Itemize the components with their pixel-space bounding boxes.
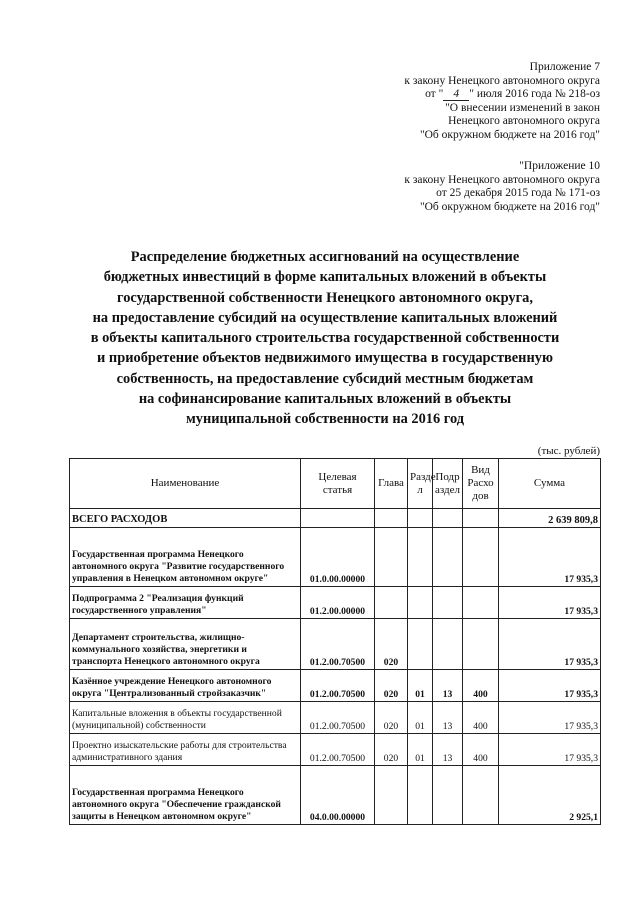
row-target: 01.0.00.00000 [301,528,375,587]
row-target: 01.2.00.70500 [301,702,375,734]
appendix-7-line5: Ненецкого автономного округа [448,115,600,128]
row-type: 400 [463,702,499,734]
row-type: 400 [463,670,499,702]
title-line: на софинансирование капитальных вложений в объекты [138,391,512,408]
appendix-7-line2: к закону Ненецкого автономного округа [404,74,600,87]
title-line: Распределение бюджетных ассигнований на осуществление [130,249,520,265]
row-type [463,509,499,528]
row-subsection: 13 [433,734,463,766]
title-line: бюджетных инвестиций в форме капитальных вложений в объекты [103,269,547,286]
row-subsection [433,766,463,825]
table-row [70,509,601,528]
table-header-row [70,459,601,509]
table-row [70,587,601,619]
row-subsection: 13 [433,702,463,734]
row-name: Департамент строительства, жилищно-коммунального хозяйства, энергетики и транспорта Ненецкого автономного округа [70,619,301,670]
row-name: Проектно изыскательские работы для строительства административного здания [70,734,301,766]
row-chapter [375,587,408,619]
row-name: Казённое учреждение Ненецкого автономного округа "Централизованный стройзаказчик" [70,670,301,702]
row-section [408,766,433,825]
header-target-article: Целевая статья [301,459,375,509]
table-row [70,766,601,825]
row-target: 01.2.00.00000 [301,587,375,619]
row-chapter: 020 [375,619,408,670]
title-line: государственной собственности Ненецкого автономного округа, [117,289,533,306]
appendix-10-line4: "Об окружном бюджете на 2016 год" [419,200,600,213]
row-type [463,766,499,825]
appendix-10-line2: к закону Ненецкого автономного округа [404,173,600,186]
appendix-7-line4: "О внесении изменений в закон [445,101,600,114]
row-amount: 17 935,3 [499,528,601,587]
row-name: Подпрограмма 2 "Реализация функций государственного управления" [70,587,301,619]
row-name: Государственная программа Ненецкого автономного округа "Обеспечение гражданской защиты в Ненецком автономном округе" [70,766,301,825]
row-section: 01 [408,702,433,734]
table-row [70,619,601,670]
row-type [463,619,499,670]
row-subsection [433,528,463,587]
row-amount: 2 925,1 [499,766,601,825]
row-section: 01 [408,670,433,702]
row-type [463,528,499,587]
row-section [408,509,433,528]
row-chapter: 020 [375,702,408,734]
row-target: 04.0.00.00000 [301,766,375,825]
appendix-10-line1: "Приложение 10 [519,160,600,172]
header-expense-type: Вид Расхо дов [463,459,499,509]
row-name: ВСЕГО РАСХОДОВ [70,509,301,528]
row-type: 400 [463,734,499,766]
row-amount: 17 935,3 [499,619,601,670]
appendix-7-date-suffix: " июля 2016 года № 218-оз [469,88,600,101]
row-type [463,587,499,619]
row-name: Государственная программа Ненецкого автономного округа "Развитие государственного управления в Ненецком автономном округе" [70,528,301,587]
header-section: Разде л [408,459,433,509]
row-chapter [375,528,408,587]
table-row [70,734,601,766]
title-line: и приобретение объектов недвижимого имущества в государственную [97,350,553,367]
appendix-7-date-day: 4 [443,89,469,101]
appendix-7-date-prefix: от " [425,88,444,101]
row-chapter: 020 [375,670,408,702]
row-section [408,587,433,619]
row-target: 01.2.00.70500 [301,670,375,702]
table-row [70,702,601,734]
title-line: собственность, на предоставление субсидий местным бюджетам [116,370,534,387]
row-chapter: 020 [375,734,408,766]
header-subsection: Подр аздел [433,459,463,509]
row-target: 01.2.00.70500 [301,619,375,670]
table-row [70,528,601,587]
appendix-10-header [404,160,600,214]
row-subsection [433,509,463,528]
appendix-7-line1: Приложение 7 [529,61,600,73]
document-title [60,247,590,430]
row-amount: 17 935,3 [499,670,601,702]
row-amount: 17 935,3 [499,587,601,619]
header-name: Наименование [70,459,301,509]
row-subsection [433,587,463,619]
appendix-7-date-line [404,88,600,102]
units-label: (тыс. рублей) [537,445,600,457]
row-subsection [433,619,463,670]
title-line: муниципальной собственности на 2016 год [185,411,465,428]
row-section [408,619,433,670]
header-amount: Сумма [499,459,601,509]
appendix-7-header [404,61,600,143]
title-line: на предоставление субсидий на осуществление капитальных вложений [92,309,558,326]
row-name: Капитальные вложения в объекты государственной (муниципальной) собственности [70,702,301,734]
row-amount: 17 935,3 [499,734,601,766]
budget-table [69,458,601,825]
appendix-10-line3: от 25 декабря 2015 года № 171-оз [436,187,600,200]
row-chapter [375,766,408,825]
row-amount: 17 935,3 [499,702,601,734]
row-section [408,528,433,587]
row-target: 01.2.00.70500 [301,734,375,766]
title-line: в объекты капитального строительства государственной собственности [90,330,560,347]
row-target [301,509,375,528]
row-subsection: 13 [433,670,463,702]
row-amount: 2 639 809,8 [499,509,601,528]
row-section: 01 [408,734,433,766]
table-row [70,670,601,702]
header-chapter: Глава [375,459,408,509]
appendix-7-line6: "Об окружном бюджете на 2016 год" [419,128,600,141]
row-chapter [375,509,408,528]
